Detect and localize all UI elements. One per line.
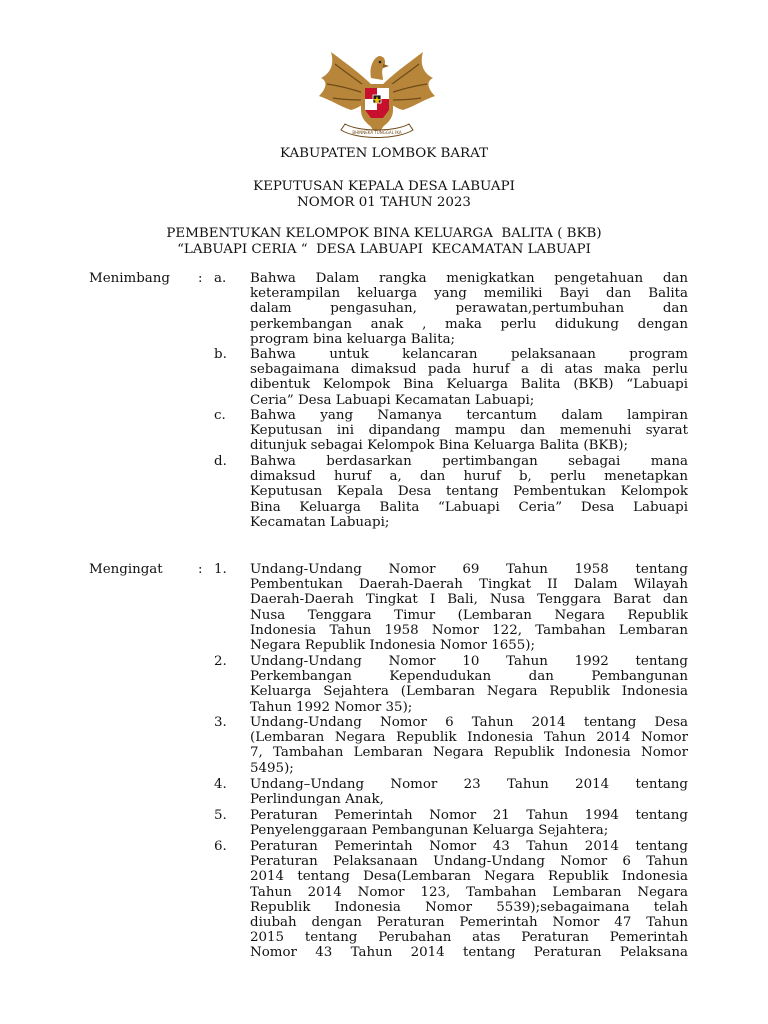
consideration-item-a: [250, 271, 688, 347]
paragraph-line: Perkembangan Kependudukan dan Pembangunan: [250, 669, 688, 685]
paragraph-line: Peraturan Pemerintah Nomor 21 Tahun 1994 tentang: [250, 808, 688, 823]
legal-basis-item-4: [250, 777, 688, 807]
item-marker: 1.: [214, 562, 227, 577]
decree-number: NOMOR 01 TAHUN 2023: [297, 195, 471, 210]
paragraph-line: Undang-Undang Nomor 10 Tahun 1992 tentang: [250, 654, 688, 669]
item-marker: 6.: [214, 839, 227, 854]
paragraph-line: Nusa Tenggara Timur (Lembaran Negara Republik: [250, 607, 688, 623]
legal-basis-item-3: [250, 715, 688, 776]
consideration-item-b: [250, 347, 688, 408]
paragraph-line: Peraturan Pelaksanaan Undang-Undang Nomor 6 Tahun: [250, 854, 688, 870]
paragraph-line: sebagaimana dimaksud pada huruf a di atas maka perlu: [250, 362, 688, 378]
paragraph-line: keterampilan keluarga yang memiliki Bayi dan Balita: [250, 286, 688, 302]
paragraph-line: 2015 tentang Perubahan atas Peraturan Pemerintah: [250, 930, 688, 946]
legal-basis-item-1: [250, 562, 688, 653]
paragraph-line: Peraturan Pemerintah Nomor 43 Tahun 2014 tentang: [250, 839, 688, 854]
paragraph-line: Kecamatan Labuapi;: [250, 514, 390, 530]
section-label-menimbang: Menimbang: [89, 271, 170, 286]
paragraph-line: Tahun 1992 Nomor 35);: [250, 699, 413, 715]
paragraph-line: Pembentukan Daerah-Daerah Tingkat II Dalam Wilayah: [250, 577, 688, 593]
paragraph-line: Keluarga Sejahtera (Lembaran Negara Republik Indonesia: [250, 684, 688, 700]
legal-basis-item-2: [250, 654, 688, 715]
paragraph-line: (Lembaran Negara Republik Indonesia Tahun 2014 Nomor: [250, 730, 688, 746]
paragraph-line: dibentuk Kelompok Bina Keluarga Balita (BKB) “Labuapi: [250, 377, 688, 393]
decree-subject-line-1: PEMBENTUKAN KELOMPOK BINA KELUARGA BALITA ( BKB): [166, 226, 602, 241]
section-colon: :: [198, 271, 203, 286]
section-label-mengingat: Mengingat: [89, 562, 163, 577]
paragraph-line: Penyelenggaraan Pembangunan Keluarga Sejahtera;: [250, 823, 609, 839]
paragraph-line: Undang–Undang Nomor 23 Tahun 2014 tentang: [250, 777, 688, 792]
item-marker: 4.: [214, 777, 227, 792]
paragraph-line: 2014 tentang Desa(Lembaran Negara Republik Indonesia: [250, 869, 688, 885]
paragraph-line: Daerah-Daerah Tingkat I Bali, Nusa Tenggara Barat dan: [250, 592, 688, 608]
section-colon: :: [198, 562, 203, 577]
paragraph-line: Ceria” Desa Labuapi Kecamatan Labuapi;: [250, 392, 535, 408]
paragraph-line: Perlindungan Anak,: [250, 792, 384, 808]
item-marker: 5.: [214, 808, 227, 823]
paragraph-line: Keputusan ini dipandang mampu dan memenuhi syarat: [250, 423, 688, 439]
paragraph-line: 7, Tambahan Lembaran Negara Republik Indonesia Nomor: [250, 745, 688, 761]
decree-subject-line-2: “LABUAPI CERIA “ DESA LABUAPI KECAMATAN LABUAPI: [177, 242, 591, 257]
paragraph-line: Republik Indonesia Nomor 5539);sebagaimana telah: [250, 899, 688, 915]
paragraph-line: Bina Keluarga Balita “Labuapi Ceria” Desa Labuapi: [250, 499, 688, 515]
paragraph-line: ditunjuk sebagai Kelompok Bina Keluarga Balita (BKB);: [250, 438, 629, 454]
paragraph-line: Undang-Undang Nomor 6 Tahun 2014 tentang Desa: [250, 715, 688, 730]
paragraph-line: 5495);: [250, 760, 294, 776]
paragraph-line: Nomor 43 Tahun 2014 tentang Peraturan Pelaksana: [250, 945, 688, 961]
paragraph-line: Bahwa untuk kelancaran pelaksanaan program: [250, 347, 688, 362]
item-marker: b.: [214, 347, 227, 362]
consideration-item-c: [250, 408, 688, 454]
paragraph-line: diubah dengan Peraturan Pemerintah Nomor 47 Tahun: [250, 914, 688, 930]
paragraph-line: Bahwa berdasarkan pertimbangan sebagai mana: [250, 454, 688, 469]
emblem-motto: BHINNEKA TUNGGAL IKA: [352, 130, 402, 135]
paragraph-line: Tahun 2014 Nomor 123, Tambahan Lembaran Negara: [250, 884, 688, 900]
item-marker: d.: [214, 454, 227, 469]
regency-heading: KABUPATEN LOMBOK BARAT: [279, 146, 489, 161]
paragraph-line: Negara Republik Indonesia Nomor 1655);: [250, 637, 536, 653]
paragraph-line: Indonesia Tahun 1958 Nomor 122, Tambahan Lembaran: [250, 622, 688, 638]
paragraph-line: Bahwa Dalam rangka menigkatkan pengetahuan dan: [250, 271, 688, 286]
consideration-item-d: [250, 454, 688, 530]
garuda-pancasila-emblem: [317, 44, 437, 144]
item-marker: a.: [214, 271, 227, 286]
paragraph-line: Undang-Undang Nomor 69 Tahun 1958 tentang: [250, 562, 688, 577]
paragraph-line: Keputusan Kepala Desa tentang Pembentukan Kelompok: [250, 484, 688, 500]
item-marker: 3.: [214, 715, 227, 730]
paragraph-line: program bina keluarga Balita;: [250, 331, 456, 347]
paragraph-line: dalam pengasuhan, perawatan,pertumbuhan dan: [250, 301, 688, 317]
legal-basis-item-5: [250, 808, 688, 838]
legal-basis-item-6: [250, 839, 688, 961]
paragraph-line: Bahwa yang Namanya tercantum dalam lampiran: [250, 408, 688, 423]
paragraph-line: perkembangan anak , maka perlu didukung dengan: [250, 316, 688, 332]
decree-title: KEPUTUSAN KEPALA DESA LABUAPI: [253, 179, 515, 194]
item-marker: 2.: [214, 654, 227, 669]
paragraph-line: dimaksud huruf a, dan huruf b, perlu menetapkan: [250, 469, 688, 485]
item-marker: c.: [214, 408, 226, 423]
